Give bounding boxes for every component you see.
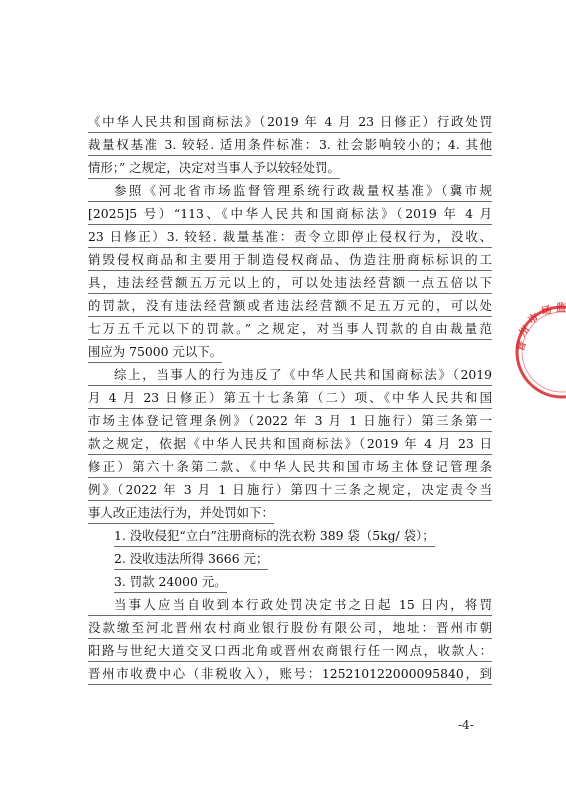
text-line: 23 日修正）3. 较轻. 裁量基准：责令立即停止侵权行为，没收、: [88, 225, 492, 248]
text-line: 情形；” 之规定，决定对当事人予以较轻处罚。: [88, 156, 340, 179]
text-line: 参照《河北省市场监督管理系统行政裁量权基准》（冀市规: [88, 179, 492, 202]
text-line: 七万五千元以下的罚款。” 之规定，对当事人罚款的自由裁量范: [88, 317, 492, 340]
text-line: 《中华人民共和国商标法》（2019 年 4 月 23 日修正）行政处罚: [88, 110, 492, 133]
text-line: 修正）第六十条第二款、《中华人民共和国市场主体登记管理条: [88, 455, 492, 478]
page-number: -4-: [458, 718, 474, 732]
svg-text:晋: 晋: [515, 339, 529, 353]
text-line: 阳路与世纪大道交叉口西北角或晋州农商银行任一网点，收款人：: [88, 639, 492, 662]
text-line: 例》（2022 年 3 月 1 日施行）第四十三条之规定，决定责令当: [88, 478, 492, 501]
text-line: 市场主体登记管理条例》（2022 年 3 月 1 日施行）第三条第一: [88, 409, 492, 432]
text-line: 综上，当事人的行为违反了《中华人民共和国商标法》（2019: [88, 363, 492, 386]
document-body: [88, 110, 492, 685]
svg-text:州: 州: [517, 324, 533, 339]
text-line: 月 4 月 23 日修正）第五十七条第（二）项、《中华人民共和国: [88, 386, 492, 409]
svg-text:监: 监: [556, 303, 566, 314]
penalty-item: 2. 没收违法所得 3666 元；: [114, 547, 268, 570]
text-line: 当事人应当自收到本行政处罚决定书之日起 15 日内，将罚: [88, 593, 492, 616]
svg-text:市: 市: [526, 312, 541, 327]
penalty-item: 1. 没收侵犯“立白”注册商标的洗衣粉 389 袋（5kg/ 袋）；: [114, 524, 435, 547]
text-line: 事人改正违法行为，并处罚如下：: [88, 501, 274, 524]
text-line: [2025]5 号）“113、《中华人民共和国商标法》（2019 年 4 月: [88, 202, 492, 225]
text-line: 晋州市收费中心（非税收入），账号：125210122000095840，到: [88, 662, 492, 685]
svg-text:场: 场: [540, 304, 553, 318]
text-line: 围应为 75000 元以下。: [88, 340, 222, 363]
penalty-item: 3. 罚款 24000 元。: [114, 570, 227, 593]
official-seal-icon: [512, 302, 566, 402]
text-line: 裁量权基准 3. 较轻. 适用条件标准：3. 社会影响较小的；4. 其他: [88, 133, 492, 156]
text-line: 款之规定，依据《中华人民共和国商标法》（2019 年 4 月 23 日: [88, 432, 492, 455]
text-line: 具，违法经营额五万元以上的，可以处违法经营额一点五倍以下: [88, 271, 492, 294]
text-line: 没款缴至河北晋州农村商业银行股份有限公司，地址：晋州市朝: [88, 616, 492, 639]
text-line: 的罚款，没有违法经营额或者违法经营额不足五万元的，可以处: [88, 294, 492, 317]
text-line: 销毁侵权商品和主要用于制造侵权商品、伪造注册商标标识的工: [88, 248, 492, 271]
